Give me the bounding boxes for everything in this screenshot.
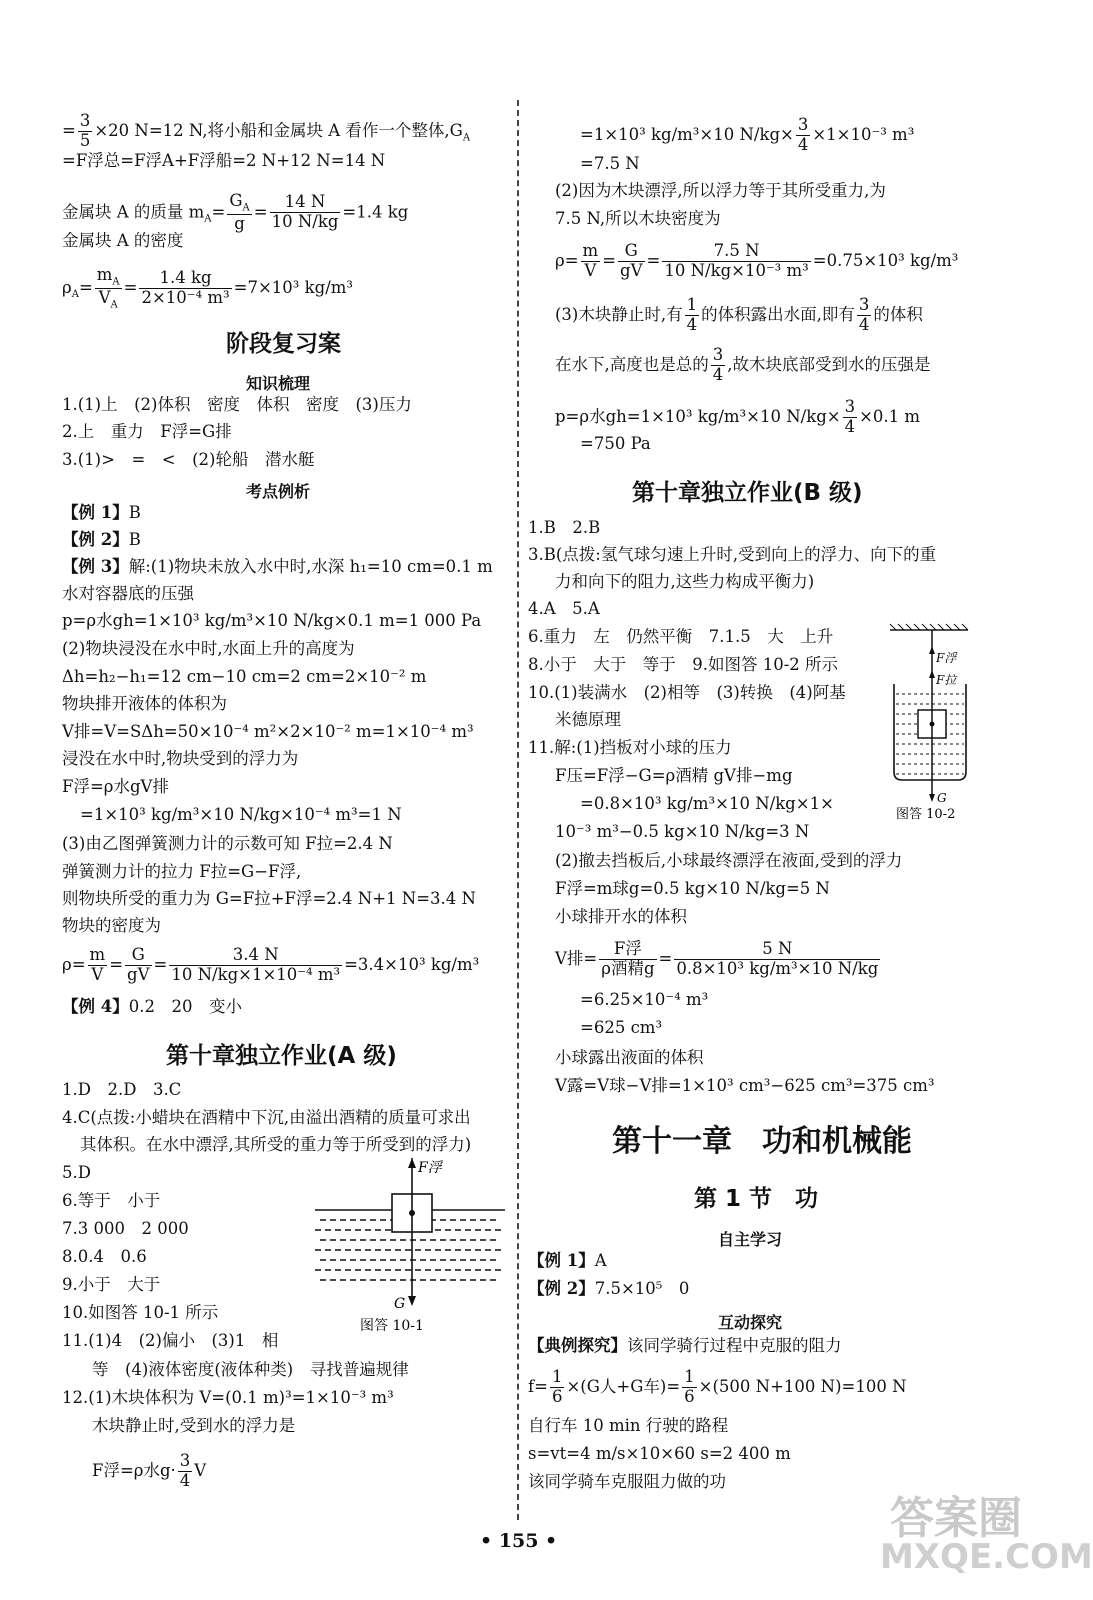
hatch	[906, 624, 912, 630]
text-line: (3)由乙图弹簧测力计的示数可知 F拉=2.4 N	[62, 834, 393, 853]
text-line: 小球露出液面的体积	[555, 1048, 704, 1067]
fraction: $\frac{m_A}{V_A}$	[96, 265, 120, 311]
text-line: 3.B(点拨:氢气球匀速上升时,受到向上的浮力、向下的重	[528, 545, 937, 564]
center-point	[930, 722, 935, 727]
text-line: (2)物块浸没在水中时,水面上升的高度为	[62, 639, 355, 658]
fraction: $\frac{5 N}{\text{0.8×10³ kg/m³×10 N/kg}}$	[676, 939, 879, 978]
text-line: (2)因为木块漂浮,所以浮力等于其所受重力,为	[555, 181, 886, 200]
text-line: 力和向下的阻力,这些力构成平衡力)	[555, 572, 815, 591]
fraction: $\frac{3}{4}$	[844, 397, 856, 436]
text-line: 11.解:(1)挡板对小球的压力	[528, 738, 732, 757]
text-line: 6.重力 左 仍然平衡 7.1.5 大 上升	[528, 627, 834, 646]
hatch	[946, 624, 952, 630]
text-line: V露=V球−V排=1×10³ cm³−625 cm³=375 cm³	[555, 1076, 935, 1095]
text-line: =0.8×10³ kg/m³×10 N/kg×1×	[580, 794, 834, 813]
text-line: V排= $\frac{\text{F浮}}{\text{ρ酒精g}}$ = $\frac{5 N}{\text{0.8×10³ kg/m³×10 N/kg}}$	[555, 939, 879, 978]
text-line: =750 Pa	[580, 434, 651, 453]
fraction: $\frac{1}{4}$	[686, 295, 698, 334]
text-line: =6.25×10⁻⁴ m³	[580, 990, 709, 1009]
text-line: 该同学骑车克服阻力做的功	[528, 1472, 726, 1491]
text-line: 12.(1)木块体积为 V=(0.1 m)³=1×10⁻³ m³	[62, 1388, 394, 1407]
section-heading: 第十章独立作业(A 级)	[166, 1043, 397, 1069]
hatch	[962, 624, 968, 630]
text-line: 【例 1】B	[62, 503, 141, 522]
fraction: $\frac{3.4 N}{\text{10 N/kg×1×10⁻⁴ m³}}$	[171, 945, 341, 984]
fraction: $\frac{G_A}{g}$	[229, 191, 250, 233]
text-line: 【例 4】0.2 20 变小	[62, 997, 242, 1016]
text-line: 1.(1)上 (2)体积 密度 体积 密度 (3)压力	[62, 395, 412, 414]
text-line: 浸没在水中时,物块受到的浮力为	[62, 749, 299, 768]
column-divider	[517, 100, 519, 1520]
text-line: 则物块所受的重力为 G=F拉+F浮=2.4 N+1 N=3.4 N	[62, 889, 476, 908]
fraction: $\frac{m}{V}$	[582, 241, 599, 280]
subsection-heading: 知识梳理	[246, 374, 311, 393]
text-line: ρ= $\frac{m}{V}$ = $\frac{G}{gV}$ = $\frac{7.5 N}{\text{10 N/kg×10⁻³ m³}}$ =0.75×10³ kg/m³	[555, 241, 959, 280]
text-line: F浮=ρ水gV排	[62, 777, 169, 796]
text-line: 水对容器底的压强	[62, 584, 194, 603]
figure-10-1	[310, 1158, 510, 1338]
text-line: 3.(1)> = < (2)轮船 潜水艇	[62, 450, 315, 469]
force-label: G	[937, 791, 947, 805]
text-line: 小球排开水的体积	[555, 907, 687, 926]
text-line: Δh=h₂−h₁=12 cm−10 cm=2 cm=2×10⁻² m	[62, 667, 427, 686]
text-line: =7.5 N	[580, 154, 640, 173]
fraction: $\frac{14 N}{10 N/kg}$	[271, 192, 339, 232]
text-line: 金属块 A 的质量 $m_A=$ $\frac{G_A}{g}$ = $\frac{14 N}{10 N/kg}$ =1.4 kg	[62, 191, 409, 233]
force-label: F拉	[936, 673, 957, 687]
arrow-up-icon	[408, 1158, 416, 1168]
fraction: $\frac{m}{V}$	[89, 945, 106, 984]
text-line: 6.等于 小于	[62, 1191, 161, 1210]
fraction: $\frac{1.4 kg}{\text{2×10⁻⁴ m³}}$	[141, 267, 230, 307]
text-line: 金属块 A 的密度	[62, 231, 184, 250]
text-line: 在水下,高度也是总的 $\frac{3}{4}$ ,故木块底部受到水的压强是	[555, 345, 931, 384]
text-line: 8.0.4 0.6	[62, 1247, 147, 1266]
text-line: 7.5 N,所以木块密度为	[555, 209, 721, 228]
arrow-down-icon	[408, 1296, 416, 1306]
text-line: 物块排开液体的体积为	[62, 694, 227, 713]
figure-10-2	[888, 622, 970, 822]
text-line: 等 (4)液体密度(液体种类) 寻找普遍规律	[92, 1360, 409, 1379]
text-line: 弹簧测力计的拉力 F拉=G−F浮,	[62, 862, 302, 881]
section-heading: 第十章独立作业(B 级)	[632, 480, 863, 506]
text-line: 物块的密度为	[62, 916, 161, 935]
hatch	[890, 624, 896, 630]
text-line: 7.3 000 2 000	[62, 1219, 189, 1238]
hatch	[930, 624, 936, 630]
text-line: 1.D 2.D 3.C	[62, 1080, 182, 1099]
arrow-up-icon	[929, 670, 935, 678]
fraction: $\frac{3}{4}$	[712, 345, 724, 384]
text-line: 4.A 5.A	[528, 599, 600, 618]
text-line: F压=F浮−G=ρ酒精 gV排−mg	[555, 766, 793, 785]
hatch	[898, 624, 904, 630]
text-line: p=ρ水gh=1×10³ kg/m³×10 N/kg×0.1 m=1 000 Pa	[62, 611, 482, 630]
text-line: 5.D	[62, 1163, 91, 1182]
text-line: (2)撤去挡板后,小球最终漂浮在液面,受到的浮力	[555, 851, 903, 870]
force-label: G	[394, 1296, 406, 1312]
text-line: p=ρ水gh=1×10³ kg/m³×10 N/kg× $\frac{3}{4}$ ×0.1 m	[555, 397, 921, 436]
arrow-down-icon	[929, 794, 935, 802]
text-line: 【典例探究】该同学骑行过程中克服的阻力	[528, 1336, 842, 1355]
text-line: 木块静止时,受到水的浮力是	[92, 1416, 296, 1435]
page-number: • 155 •	[480, 1530, 558, 1552]
hatch	[938, 624, 944, 630]
text-line: 8.小于 大于 等于 9.如图答 10-2 所示	[528, 655, 839, 674]
text-line: 自行车 10 min 行驶的路程	[528, 1416, 729, 1435]
hatch	[914, 624, 920, 630]
fraction: $\frac{1}{6}$	[551, 1367, 563, 1406]
force-label: F浮	[936, 651, 957, 665]
text-line: =1×10³ kg/m³×10 N/kg×10⁻⁴ m³=1 N	[80, 805, 402, 824]
text-line: 【例 1】A	[528, 1251, 607, 1270]
figure-caption: 图答 10-2	[896, 807, 956, 822]
force-label: F浮	[418, 1160, 442, 1176]
fraction: $\frac{3}{4}$	[179, 1451, 191, 1490]
section-heading: 第 1 节 功	[694, 1186, 819, 1212]
text-line: =F浮总=F浮A+F浮船=2 N+12 N=14 N	[62, 151, 386, 170]
text-line: F浮=m球g=0.5 kg×10 N/kg=5 N	[555, 879, 830, 898]
text-line: f= $\frac{1}{6}$ ×(G人+G车)= $\frac{1}{6}$ ×(500 N+100 N)=100 N	[528, 1367, 907, 1406]
fraction: $\frac{G}{gV}$	[127, 945, 150, 984]
text-line: 10⁻³ m³−0.5 kg×10 N/kg=3 N	[555, 822, 810, 841]
text-line: =625 cm³	[580, 1018, 663, 1037]
text-line: 2.上 重力 F浮=G排	[62, 422, 232, 441]
chapter-heading: 第十一章 功和机械能	[612, 1124, 912, 1159]
text-line: 10.(1)装满水 (2)相等 (3)转换 (4)阿基	[528, 683, 846, 702]
fraction: $\frac{1}{6}$	[684, 1367, 695, 1406]
text-line: (3)木块静止时,有 $\frac{1}{4}$ 的体积露出水面,即有 $\frac{3}{4}$ 的体积	[555, 295, 923, 334]
text-line: 【例 2】B	[62, 530, 141, 549]
watermark-logo	[880, 1482, 1093, 1582]
fraction: $\frac{3}{4}$	[858, 295, 870, 334]
text-line: =1×10³ kg/m³×10 N/kg× $\frac{3}{4}$ ×1×10⁻³ m³	[580, 115, 915, 154]
text-line: V排=V=SΔh=50×10⁻⁴ m²×2×10⁻² m=1×10⁻⁴ m³	[62, 722, 474, 741]
text-line: 10.如图答 10-1 所示	[62, 1303, 219, 1322]
subsection-heading: 自主学习	[718, 1230, 783, 1249]
section-heading: 阶段复习案	[226, 331, 341, 357]
figure-caption: 图答 10-1	[360, 1318, 424, 1334]
fraction: $\frac{G}{gV}$	[620, 241, 643, 280]
subsection-heading: 考点例析	[246, 482, 311, 501]
text-line: s=vt=4 m/s×10×60 s=2 400 m	[528, 1444, 791, 1463]
watermark-url: MXQE.COM	[880, 1537, 1093, 1577]
text-line: 其体积。在水中漂浮,其所受的重力等于所受到的浮力)	[80, 1135, 472, 1154]
text-line: 【例 2】7.5×10⁵ 0	[528, 1279, 690, 1298]
text-line: $\rho_A=$ $\frac{m_A}{V_A}$ = $\frac{1.4 kg}{\text{2×10⁻⁴ m³}}$ =7×10³ kg/m³	[62, 265, 354, 311]
text-line: F浮=ρ水g· $\frac{3}{4}$ V	[92, 1451, 207, 1490]
watermark-text: 答案圈	[890, 1493, 1022, 1544]
text-line: 9.小于 大于	[62, 1275, 161, 1294]
text-line: ρ= $\frac{m}{V}$ = $\frac{G}{gV}$ = $\frac{3.4 N}{\text{10 N/kg×1×10⁻⁴ m³}}$ =3.4×10³ kg/m³	[62, 945, 480, 984]
fraction: $\frac{3}{5}$	[79, 111, 91, 150]
hatch	[922, 624, 928, 630]
hatch	[954, 624, 960, 630]
fraction: $\frac{3}{4}$	[797, 115, 809, 154]
text-line: 1.B 2.B	[528, 518, 601, 537]
subsection-heading: 互动探究	[718, 1313, 783, 1332]
fraction: $\frac{\text{F浮}}{\text{ρ酒精g}}$	[601, 939, 655, 978]
arrow-up-icon	[929, 646, 935, 654]
text-line: 【例 3】解:(1)物块未放入水中时,水深 h₁=10 cm=0.1 m	[62, 557, 493, 576]
center-point	[409, 1210, 415, 1216]
fraction: $\frac{7.5 N}{\text{10 N/kg×10⁻³ m³}}$	[664, 241, 809, 280]
text-line: 4.C(点拨:小蜡块在酒精中下沉,由溢出酒精的质量可求出	[62, 1108, 471, 1127]
text-line: 米德原理	[555, 710, 621, 729]
text-line: 11.(1)4 (2)偏小 (3)1 相	[62, 1331, 279, 1350]
text-line: = $\frac{3}{5}$ ×20 N=12 N,将小船和金属块 A 看作一个整体$,G_A$	[62, 111, 471, 150]
